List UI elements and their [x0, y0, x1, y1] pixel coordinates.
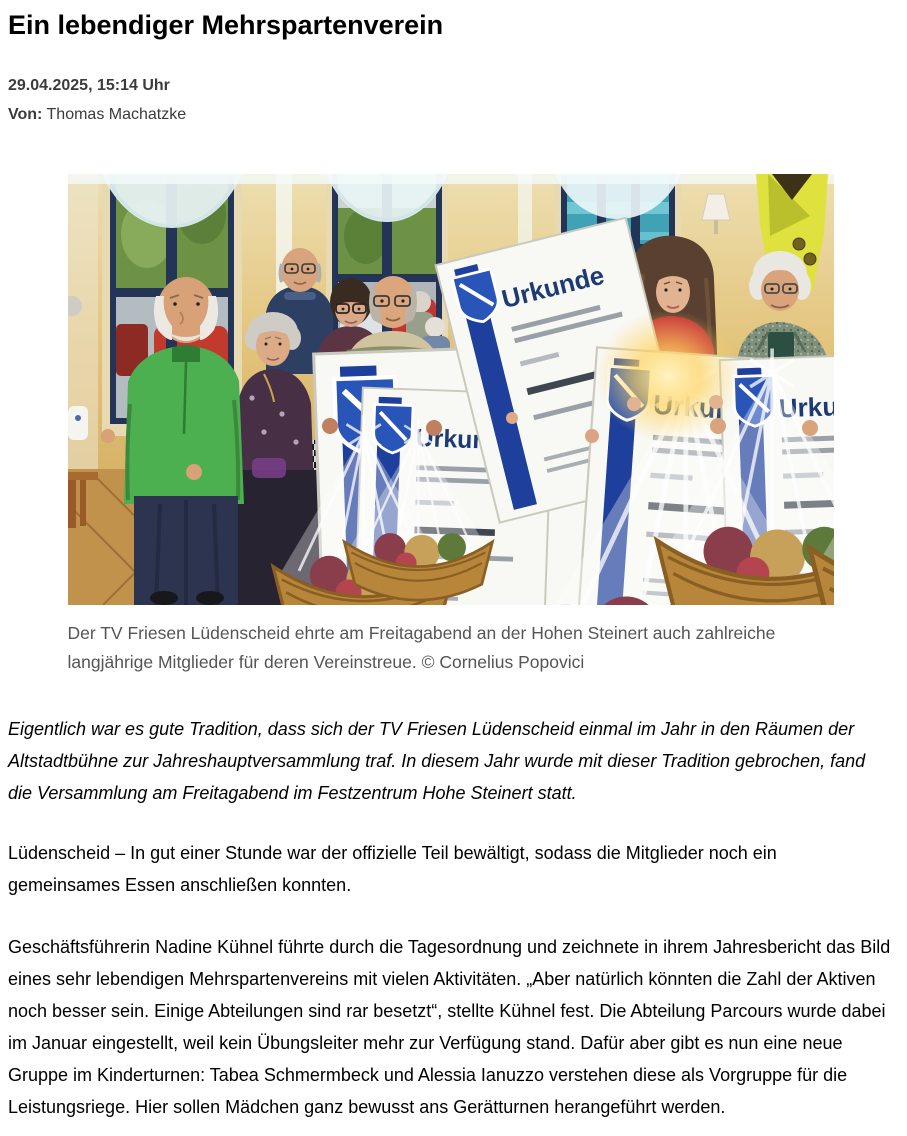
article-photo	[68, 174, 834, 605]
body-paragraph-1: Lüdenscheid – In gut einer Stunde war der offizielle Teil bewältigt, sodass die Mitglieder noch ein gemeinsames Essen anschließen konnten.	[8, 843, 777, 896]
lead-paragraph: Eigentlich war es gute Tradition, dass sich der TV Friesen Lüdenscheid einmal im Jahr in den Räumen der Altstadtbühne zur Jahreshauptversammlung traf. In diesem Jahr wurde mit dieser Tradition gebrochen, fand die Versammlung am Freitagabend im Festzentrum Hohe Steinert statt.	[8, 719, 866, 804]
byline-author: Thomas Machatzke	[46, 106, 187, 124]
article	[0, 10, 907, 1133]
article-figure	[68, 174, 834, 677]
article-date: 29.04.2025, 15:14 Uhr	[8, 77, 170, 95]
body-paragraph-2: Geschäftsführerin Nadine Kühnel führte durch die Tagesordnung und zeichnete in ihrem Jahresbericht das Bild eines sehr lebendigen Mehrspartenvereins mit vielen Aktivitäten. „Aber natürlich könnten die Zahl der Aktiven noch besser sein. Einige Abteilungen sind rar besetzt“, stellte Kühnel fest. Die Abteilung Parcours wurde dabei im Januar eingestellt, weil kein Übungsleiter mehr zur Verfügung stand. Dafür aber gibt es nun eine neue Gruppe im Kinderturnen: Tabea Schmermbeck und Alessia Ianuzzo verstehen diese als Vorgruppe für die Leistungsriege. Hier sollen Mädchen ganz bewusst ans Gerätturnen herangeführt werden.	[8, 937, 891, 1118]
article-title: Ein lebendiger Mehrspartenverein	[8, 10, 444, 40]
photo-caption: Der TV Friesen Lüdenscheid ehrte am Freitagabend an der Hohen Steinert auch zahlreiche langjährige Mitglieder für deren Vereinstreue. © Cornelius Popovici	[67, 623, 776, 673]
photo-scene	[68, 174, 834, 605]
byline-label: Von:	[8, 106, 43, 124]
article-meta	[8, 77, 893, 124]
article-byline	[8, 106, 893, 124]
